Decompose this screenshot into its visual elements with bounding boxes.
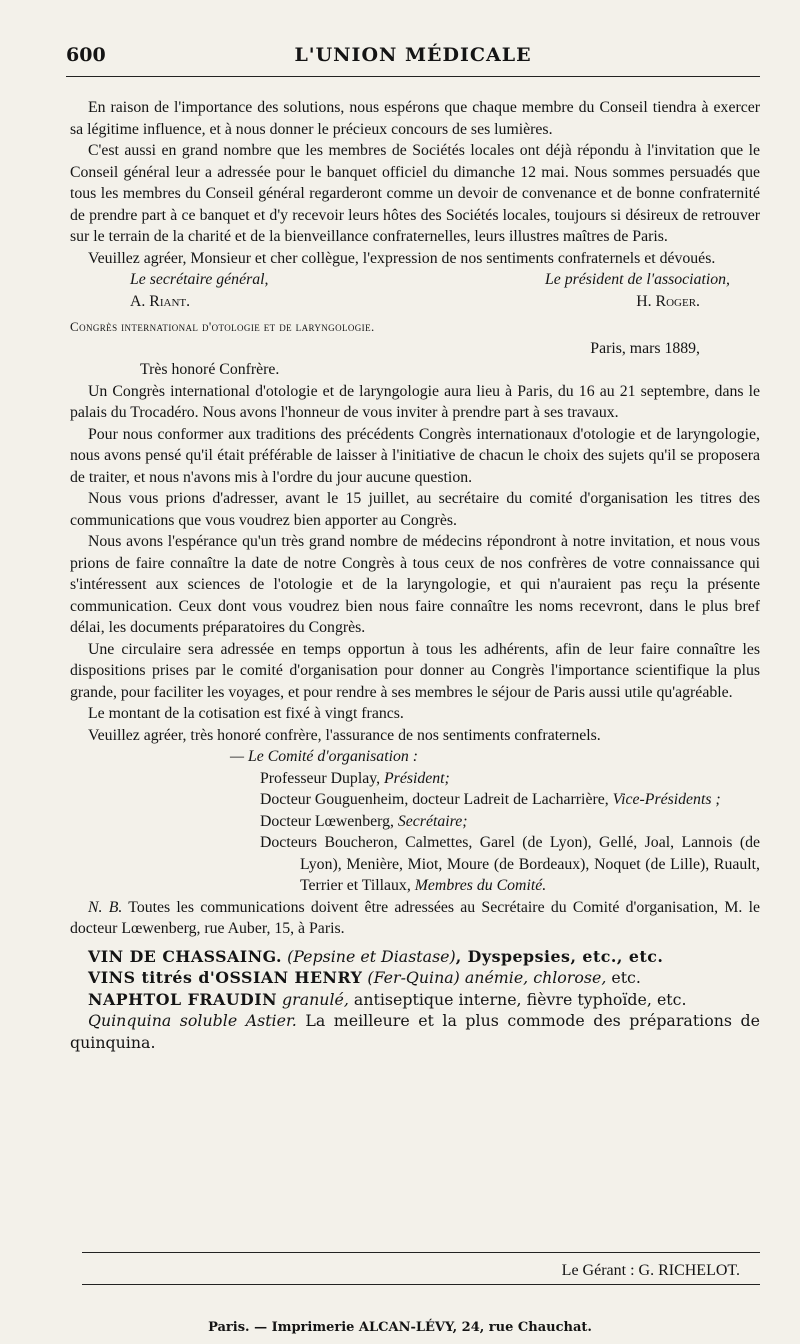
signature-right-title: Le président de l'association, bbox=[544, 271, 730, 288]
signature-names bbox=[70, 291, 760, 313]
printer-line: Paris. — Imprimerie ALCAN-LÉVY, 24, rue Chauchat. bbox=[208, 1320, 592, 1335]
committee-title: — Le Comité d'organisation : bbox=[230, 748, 418, 765]
committee-member: Professeur Duplay, Président; bbox=[260, 769, 450, 787]
header-rule bbox=[66, 76, 760, 77]
congress-paragraph-6: Le montant de la cotisation est fixé à vingt francs. bbox=[88, 705, 404, 722]
ad-ossian-henry: VINS titrés d'OSSIAN HENRY (Fer-Quina) anémie, chlorose, etc. bbox=[88, 968, 641, 987]
page-header bbox=[66, 44, 760, 74]
signature-titles bbox=[70, 269, 760, 291]
signature-right-name: H. Roger. bbox=[636, 292, 700, 310]
journal-title: L'UNION MÉDICALE bbox=[294, 44, 532, 66]
congress-paragraph-2: Pour nous conformer aux traditions des précédents Congrès internationaux d'otologie et de laryngologie, nous avons pensé qu'il était préférable de laisser à l'initiative de chacun le choix des sujets qu'il se proposera de traiter, et nous n'avons mis à l'ordre du jour aucune question. bbox=[70, 425, 760, 486]
congress-salutation: Très honoré Confrère. bbox=[140, 361, 280, 378]
footer-rule-top bbox=[82, 1252, 760, 1253]
committee-list bbox=[70, 768, 760, 897]
congress-paragraph-1: Un Congrès international d'otologie et de laryngologie aura lieu à Paris, du 16 au 21 septembre, dans le palais du Trocadéro. Nous avons l'honneur de vous inviter à prendre part à ses travaux. bbox=[70, 382, 760, 421]
congress-heading: Congrès international d'otologie et de laryngologie. bbox=[70, 319, 375, 334]
signature-left-title: Le secrétaire général, bbox=[130, 271, 269, 288]
ad-quinquina: Quinquina soluble Astier. La meilleure et la plus commode des préparations de quinquina. bbox=[70, 1011, 760, 1052]
nota-bene: N. B. Toutes les communications doivent être adressées au Secrétaire du Comité d'organisation, M. le docteur Lœwenberg, rue Auber, 15, à Paris. bbox=[70, 898, 760, 937]
ad-naphtol: NAPHTOL FRAUDIN granulé, antiseptique interne, fièvre typhoïde, etc. bbox=[88, 989, 687, 1009]
congress-dateline: Paris, mars 1889, bbox=[590, 339, 700, 357]
ad-chassaing: VIN DE CHASSAING. (Pepsine et Diastase), Dyspepsies, etc., etc. bbox=[88, 946, 664, 966]
article-body bbox=[70, 97, 760, 1053]
letter1-paragraph-3: Veuillez agréer, Monsieur et cher collègue, l'expression de nos sentiments confraternels et dévoués. bbox=[88, 249, 716, 267]
congress-paragraph-5: Une circulaire sera adressée en temps opportun à tous les adhérents, afin de leur faire connaître les dispositions prises par le comité d'organisation pour donner au Congrès l'importance scientifique la plus grande, pour faciliter les voyages, et pour rendre à ses membres le séjour de Paris aussi utile qu'agréable. bbox=[70, 640, 760, 701]
committee-member: Docteur Lœwenberg, Secrétaire; bbox=[260, 812, 468, 830]
committee-member: Docteur Gouguenheim, docteur Ladreit de Lacharrière, Vice-Présidents ; bbox=[260, 791, 721, 808]
letter1-paragraph-2: C'est aussi en grand nombre que les membres de Sociétés locales ont déjà répondu à l'invitation que le Conseil général leur a adressée pour le banquet officiel du dimanche 12 mai. Nous sommes persuadés que tous les membres du Conseil général regarderont comme un devoir de convenance et de bonne confraternité de prendre part à ce banquet et d'y recevoir leurs hôtes des Sociétés locales, toujours si désireux de retrouver sur le terrain de la charité et de la bienveillance confraternelles, leurs illustres maîtres de Paris. bbox=[70, 142, 760, 245]
committee-member: Docteurs Boucheron, Calmettes, Garel (de Lyon), Gellé, Joal, Lannois (de Lyon), Menière, Miot, Moure (de Bordeaux), Noquet (de Lille), Ruault, Terrier et Tillaux, Membres du Comité. bbox=[260, 834, 760, 894]
congress-paragraph-7: Veuillez agréer, très honoré confrère, l'assurance de nos sentiments confraternels. bbox=[88, 726, 601, 744]
advertisements bbox=[70, 946, 760, 1054]
signature-left-name: A. Riant. bbox=[130, 292, 191, 310]
congress-paragraph-4: Nous avons l'espérance qu'un très grand nombre de médecins répondront à notre invitation, et nous vous prions de faire connaître la date de notre Congrès à tous ceux de nos confrères de votre connaissance qui s'intéressent aux sciences de l'otologie et de la laryngologie, et qui n'auraient pas reçu la présente communication. Ceux dont vous voudrez bien nous faire connaître les noms recevront, dans le plus bref délai, les documents préparatoires du Congrès. bbox=[70, 533, 760, 636]
page-number: 600 bbox=[66, 44, 106, 66]
congress-paragraph-3: Nous vous prions d'adresser, avant le 15 juillet, au secrétaire du comité d'organisation les titres des communications que vous voudrez bien apporter au Congrès. bbox=[70, 490, 760, 529]
letter1-paragraph-1: En raison de l'importance des solutions, nous espérons que chaque membre du Conseil tiendra à exercer sa légitime influence, et à nous donner le précieux concours de ses lumières. bbox=[70, 99, 760, 138]
gerant-line: Le Gérant : G. RICHELOT. bbox=[561, 1262, 740, 1279]
footer-rule-bottom bbox=[82, 1284, 760, 1285]
